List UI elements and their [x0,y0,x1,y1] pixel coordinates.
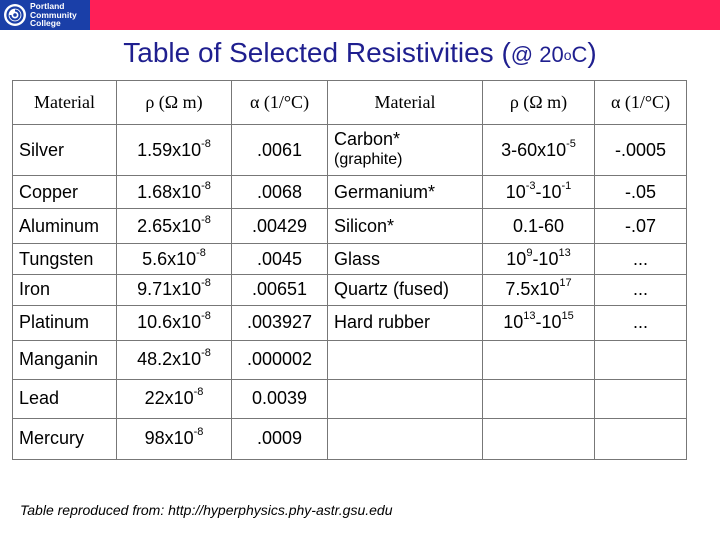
table-row [13,340,687,379]
cell-text: Silver [19,139,65,160]
table-row [13,209,687,244]
cell-resistivity-left [117,305,232,340]
logo-line-3: College [30,18,61,29]
cell-material-left [13,209,117,244]
value-exponent: -8 [201,213,211,226]
cell-text: Germanium* [334,181,436,202]
header-material-right: Material [328,81,483,125]
value-exponent: -8 [201,310,211,323]
cell-resistivity-left [117,340,232,379]
value-base: -10 [535,181,562,202]
cell-text: Platinum [19,312,90,333]
table-header-row [13,81,687,125]
value-exponent: -8 [201,179,211,192]
cell-text: Lead [19,388,60,409]
value-exponent: -3 [525,179,536,192]
value-exponent: -8 [196,246,206,259]
cell-text: Tungsten [19,248,94,269]
table-row [13,305,687,340]
value-exponent: -8 [201,137,211,150]
value-base: 3-60x10 [501,139,567,160]
value-exponent: 13 [558,246,571,259]
cell-text: Iron [19,279,51,300]
header-temp-coeff-right: α (1/°C) [595,81,687,125]
value-exponent: -5 [566,137,576,150]
cell-temp-coeff-right [595,305,687,340]
value-exponent: -8 [193,426,204,439]
cell-material-left [13,418,117,459]
cell-material-left [13,379,117,418]
title-close: ) [587,37,597,68]
value-exponent: 15 [561,310,574,323]
top-banner [0,0,720,30]
cell-resistivity-right [483,418,595,459]
cell-text: 0.0039 [251,388,308,409]
cell-text: Hard rubber [334,312,431,333]
cell-resistivity-right [483,305,595,340]
cell-resistivity-left [117,209,232,244]
cell-text: .0061 [256,139,303,160]
cell-temp-coeff-left [232,305,328,340]
cell-resistivity-right [483,176,595,209]
cell-temp-coeff-right [595,209,687,244]
value-base: 2.65x10 [137,215,202,236]
cell-material-left [13,340,117,379]
cell-temp-coeff-right [595,418,687,459]
cell-text: -.07 [624,215,657,236]
cell-temp-coeff-left [232,275,328,306]
cell-text: .003927 [246,312,313,333]
value-exponent: -8 [201,277,211,290]
cell-subtext: (graphite) [334,151,403,169]
value-base: 1.68x10 [137,181,202,202]
value-exponent: 13 [523,310,536,323]
cell-resistivity-right [483,125,595,176]
cell-material-right [328,209,483,244]
cell-resistivity-right [483,275,595,306]
cell-temp-coeff-left [232,209,328,244]
value-exponent: 9 [526,246,533,259]
header-resistivity-right: ρ (Ω m) [483,81,595,125]
source-credit: Table reproduced from: http://hyperphysics.phy-astr.gsu.edu [20,502,393,518]
cell-temp-coeff-left [232,340,328,379]
cell-temp-coeff-left [232,418,328,459]
value-base: 5.6x10 [142,248,197,269]
value-base: 22x10 [144,388,194,409]
cell-resistivity-left [117,244,232,275]
value-base: 9.71x10 [137,279,202,300]
table-row [13,418,687,459]
cell-resistivity-left [117,418,232,459]
value-base: 10 [503,312,524,333]
cell-resistivity-left [117,125,232,176]
cell-text: Aluminum [19,215,100,236]
title-degree: o [563,47,572,63]
cell-material-right [328,305,483,340]
cell-text: 0.1-60 [512,215,565,236]
cell-temp-coeff-right [595,379,687,418]
value-exponent: -1 [561,179,572,192]
table-row [13,125,687,176]
cell-material-right [328,176,483,209]
cell-material-right [328,418,483,459]
cell-material-left [13,275,117,306]
cell-material-right [328,379,483,418]
cell-temp-coeff-right [595,125,687,176]
cell-text: ... [632,248,648,269]
cell-material-left [13,244,117,275]
cell-material-left [13,125,117,176]
header-resistivity-left: ρ (Ω m) [117,81,232,125]
cell-resistivity-left [117,176,232,209]
cell-material-right [328,244,483,275]
table-row [13,379,687,418]
cell-text: Copper [19,181,79,202]
cell-text: -.05 [624,181,657,202]
cell-text: .000002 [246,349,313,370]
value-base: 10 [505,181,526,202]
logo-wordmark [30,2,77,28]
title-unit: C [571,42,588,67]
cell-text: Mercury [19,428,85,449]
cell-material-right [328,340,483,379]
page-title [0,36,720,72]
cell-text: Carbon* [334,129,401,150]
cell-text: .0068 [256,181,303,202]
value-base: 48.2x10 [137,349,202,370]
cell-temp-coeff-right [595,340,687,379]
logo-line-1: Portland [30,1,65,12]
title-at: @ 20 [510,42,564,67]
pcc-swirl-logo-icon [3,3,27,27]
cell-material-right [328,275,483,306]
cell-material-right [328,125,483,176]
value-exponent: 17 [559,277,572,290]
cell-text: ... [632,279,648,300]
cell-text: -.0005 [614,139,667,160]
cell-temp-coeff-left [232,176,328,209]
resistivity-table [12,80,687,460]
title-main: Table of Selected Resistivities ( [123,37,511,68]
cell-resistivity-right [483,244,595,275]
value-base: 98x10 [144,428,194,449]
cell-text: Glass [334,248,381,269]
cell-text: Quartz (fused) [334,279,450,300]
cell-temp-coeff-left [232,244,328,275]
cell-resistivity-left [117,275,232,306]
cell-text: Manganin [19,349,99,370]
cell-text: .0045 [256,248,303,269]
table-row [13,275,687,306]
cell-temp-coeff-right [595,244,687,275]
cell-resistivity-right [483,340,595,379]
cell-temp-coeff-left [232,125,328,176]
cell-temp-coeff-right [595,176,687,209]
cell-material-left [13,176,117,209]
cell-resistivity-left [117,379,232,418]
cell-resistivity-right [483,379,595,418]
value-exponent: -8 [193,386,204,399]
cell-text: .0009 [256,428,303,449]
cell-text: ... [632,312,648,333]
value-base: 10 [506,248,527,269]
cell-temp-coeff-right [595,275,687,306]
college-logo [0,0,90,30]
cell-temp-coeff-left [232,379,328,418]
value-base: 10.6x10 [137,312,202,333]
cell-text: .00651 [251,279,308,300]
value-base: -10 [532,248,559,269]
value-base: 7.5x10 [505,279,560,300]
table-body [13,125,687,460]
value-exponent: -8 [201,347,211,360]
value-base: -10 [535,312,562,333]
value-base: 1.59x10 [137,139,202,160]
cell-material-left [13,305,117,340]
header-material-left: Material [13,81,117,125]
header-temp-coeff-left: α (1/°C) [232,81,328,125]
cell-resistivity-right [483,209,595,244]
cell-text: Silicon* [334,215,395,236]
cell-text: .00429 [251,215,308,236]
logo-line-2: Community [30,9,77,20]
table-row [13,244,687,275]
table-row [13,176,687,209]
